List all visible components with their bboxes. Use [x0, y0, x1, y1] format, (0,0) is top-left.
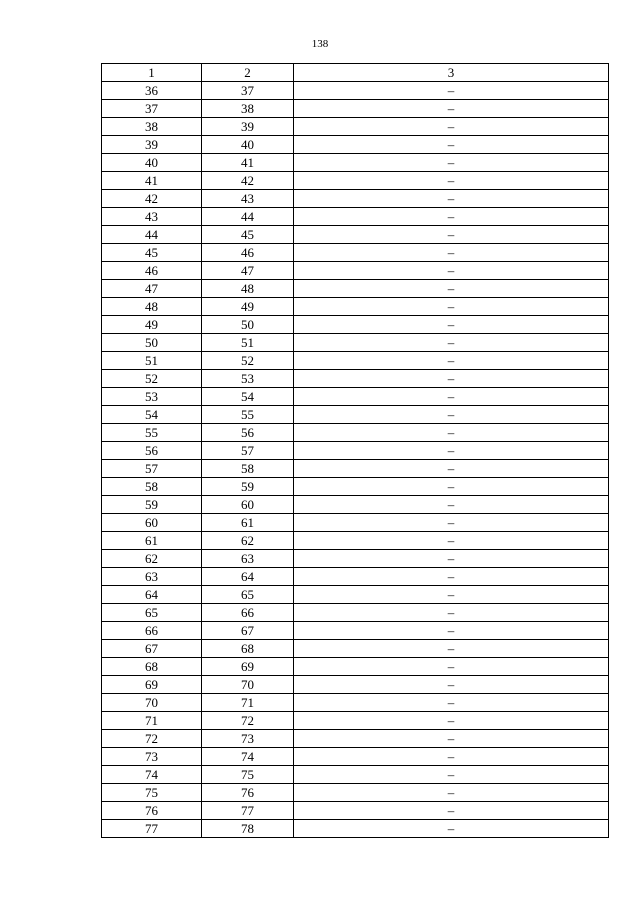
table-row: [102, 442, 609, 460]
table-cell-col-3: –: [294, 730, 609, 748]
table-row: [102, 658, 609, 676]
table-row: [102, 514, 609, 532]
header-row: [102, 64, 609, 82]
table-cell-col-3: –: [294, 712, 609, 730]
table-cell-col-1: 57: [102, 460, 202, 478]
table-cell-col-3: –: [294, 802, 609, 820]
table-row: [102, 532, 609, 550]
table-row: [102, 334, 609, 352]
table-cell-col-1: 37: [102, 100, 202, 118]
table-row: [102, 478, 609, 496]
table-cell-col-2: 54: [202, 388, 294, 406]
table-row: [102, 748, 609, 766]
table-row: [102, 370, 609, 388]
table-cell-col-3: –: [294, 208, 609, 226]
table-cell-col-1: 41: [102, 172, 202, 190]
table-cell-col-3: –: [294, 388, 609, 406]
table-row: [102, 622, 609, 640]
table-cell-col-3: –: [294, 406, 609, 424]
table-cell-col-3: –: [294, 586, 609, 604]
table-cell-col-2: 44: [202, 208, 294, 226]
table-row: [102, 802, 609, 820]
table-cell-col-1: 64: [102, 586, 202, 604]
table-cell-col-1: 48: [102, 298, 202, 316]
table-cell-col-3: –: [294, 640, 609, 658]
table-cell-col-2: 73: [202, 730, 294, 748]
table-cell-col-3: –: [294, 280, 609, 298]
table-cell-col-2: 76: [202, 784, 294, 802]
table-cell-col-1: 55: [102, 424, 202, 442]
column-header-2: 2: [202, 64, 294, 82]
table-cell-col-2: 68: [202, 640, 294, 658]
table-cell-col-2: 46: [202, 244, 294, 262]
table-cell-col-2: 53: [202, 370, 294, 388]
table-cell-col-2: 42: [202, 172, 294, 190]
table-cell-col-1: 51: [102, 352, 202, 370]
table-row: [102, 262, 609, 280]
table-row: [102, 118, 609, 136]
table-row: [102, 586, 609, 604]
table-row: [102, 712, 609, 730]
table-cell-col-1: 73: [102, 748, 202, 766]
table-cell-col-2: 40: [202, 136, 294, 154]
table-cell-col-3: –: [294, 298, 609, 316]
table-row: [102, 136, 609, 154]
table-cell-col-2: 57: [202, 442, 294, 460]
table-cell-col-1: 39: [102, 136, 202, 154]
table-cell-col-1: 38: [102, 118, 202, 136]
table-header: [102, 64, 609, 82]
table-cell-col-1: 43: [102, 208, 202, 226]
table-cell-col-1: 74: [102, 766, 202, 784]
table-cell-col-2: 69: [202, 658, 294, 676]
table-cell-col-2: 60: [202, 496, 294, 514]
table-row: [102, 172, 609, 190]
table-cell-col-1: 65: [102, 604, 202, 622]
table-cell-col-3: –: [294, 748, 609, 766]
table-row: [102, 352, 609, 370]
table-cell-col-1: 44: [102, 226, 202, 244]
table-cell-col-3: –: [294, 604, 609, 622]
table-cell-col-1: 67: [102, 640, 202, 658]
table-cell-col-2: 62: [202, 532, 294, 550]
table-row: [102, 460, 609, 478]
table-cell-col-2: 77: [202, 802, 294, 820]
table-cell-col-3: –: [294, 568, 609, 586]
table-cell-col-2: 74: [202, 748, 294, 766]
table-cell-col-3: –: [294, 496, 609, 514]
table-row: [102, 424, 609, 442]
table-cell-col-2: 59: [202, 478, 294, 496]
table-row: [102, 784, 609, 802]
table-cell-col-2: 49: [202, 298, 294, 316]
table-row: [102, 568, 609, 586]
table-cell-col-3: –: [294, 118, 609, 136]
table-cell-col-2: 55: [202, 406, 294, 424]
table-cell-col-1: 71: [102, 712, 202, 730]
table-cell-col-2: 67: [202, 622, 294, 640]
data-table: [101, 63, 609, 838]
table-cell-col-3: –: [294, 514, 609, 532]
table-cell-col-2: 50: [202, 316, 294, 334]
table-cell-col-2: 70: [202, 676, 294, 694]
table-row: [102, 550, 609, 568]
table-cell-col-3: –: [294, 262, 609, 280]
table-cell-col-3: –: [294, 622, 609, 640]
column-header-3: 3: [294, 64, 609, 82]
table-cell-col-2: 63: [202, 550, 294, 568]
table-cell-col-2: 43: [202, 190, 294, 208]
table-row: [102, 766, 609, 784]
table-row: [102, 190, 609, 208]
table-cell-col-3: –: [294, 244, 609, 262]
table-cell-col-2: 78: [202, 820, 294, 838]
table-cell-col-2: 65: [202, 586, 294, 604]
page-number: 138: [311, 38, 329, 50]
table-cell-col-2: 45: [202, 226, 294, 244]
table-cell-col-2: 38: [202, 100, 294, 118]
table-cell-col-3: –: [294, 550, 609, 568]
table-cell-col-1: 45: [102, 244, 202, 262]
table-body: [102, 82, 609, 838]
table-cell-col-2: 51: [202, 334, 294, 352]
table-cell-col-1: 68: [102, 658, 202, 676]
table-cell-col-3: –: [294, 424, 609, 442]
table-cell-col-1: 49: [102, 316, 202, 334]
table-row: [102, 640, 609, 658]
table-cell-col-3: –: [294, 100, 609, 118]
table-cell-col-3: –: [294, 694, 609, 712]
table-row: [102, 604, 609, 622]
table-cell-col-1: 47: [102, 280, 202, 298]
table-cell-col-2: 64: [202, 568, 294, 586]
table-cell-col-1: 56: [102, 442, 202, 460]
table-cell-col-2: 58: [202, 460, 294, 478]
table-row: [102, 208, 609, 226]
table-row: [102, 244, 609, 262]
table-row: [102, 388, 609, 406]
table-cell-col-1: 75: [102, 784, 202, 802]
table-cell-col-1: 77: [102, 820, 202, 838]
table-cell-col-2: 39: [202, 118, 294, 136]
table-cell-col-2: 71: [202, 694, 294, 712]
table-cell-col-3: –: [294, 136, 609, 154]
table-row: [102, 730, 609, 748]
table-cell-col-1: 76: [102, 802, 202, 820]
table-cell-col-3: –: [294, 226, 609, 244]
table-cell-col-2: 37: [202, 82, 294, 100]
table-row: [102, 316, 609, 334]
table-cell-col-1: 42: [102, 190, 202, 208]
table-row: [102, 226, 609, 244]
table-cell-col-1: 50: [102, 334, 202, 352]
table-cell-col-3: –: [294, 190, 609, 208]
table-cell-col-3: –: [294, 658, 609, 676]
table-cell-col-3: –: [294, 532, 609, 550]
table-cell-col-1: 61: [102, 532, 202, 550]
table-cell-col-3: –: [294, 442, 609, 460]
table-cell-col-2: 72: [202, 712, 294, 730]
table-row: [102, 280, 609, 298]
table-cell-col-3: –: [294, 784, 609, 802]
table-cell-col-1: 46: [102, 262, 202, 280]
table-row: [102, 298, 609, 316]
table-cell-col-1: 63: [102, 568, 202, 586]
table-cell-col-3: –: [294, 172, 609, 190]
table-cell-col-1: 72: [102, 730, 202, 748]
table-cell-col-1: 62: [102, 550, 202, 568]
table-row: [102, 100, 609, 118]
table-cell-col-2: 41: [202, 154, 294, 172]
table-cell-col-3: –: [294, 334, 609, 352]
table-row: [102, 406, 609, 424]
table-cell-col-2: 56: [202, 424, 294, 442]
table-row: [102, 694, 609, 712]
table-cell-col-2: 47: [202, 262, 294, 280]
table-cell-col-1: 70: [102, 694, 202, 712]
table-cell-col-3: –: [294, 460, 609, 478]
table-cell-col-3: –: [294, 352, 609, 370]
table-cell-col-2: 75: [202, 766, 294, 784]
table-cell-col-2: 52: [202, 352, 294, 370]
table-cell-col-3: –: [294, 676, 609, 694]
table-cell-col-3: –: [294, 82, 609, 100]
table-cell-col-3: –: [294, 478, 609, 496]
table-cell-col-2: 66: [202, 604, 294, 622]
table-cell-col-1: 66: [102, 622, 202, 640]
table-cell-col-1: 69: [102, 676, 202, 694]
table-cell-col-3: –: [294, 820, 609, 838]
table-cell-col-3: –: [294, 154, 609, 172]
table-cell-col-3: –: [294, 316, 609, 334]
column-header-1: 1: [102, 64, 202, 82]
table-row: [102, 820, 609, 838]
table-cell-col-2: 48: [202, 280, 294, 298]
table-cell-col-3: –: [294, 370, 609, 388]
table-cell-col-1: 36: [102, 82, 202, 100]
table-cell-col-3: –: [294, 766, 609, 784]
table-cell-col-1: 54: [102, 406, 202, 424]
table-cell-col-1: 59: [102, 496, 202, 514]
table-row: [102, 82, 609, 100]
table-cell-col-1: 53: [102, 388, 202, 406]
table-cell-col-1: 40: [102, 154, 202, 172]
table-cell-col-1: 52: [102, 370, 202, 388]
table-cell-col-2: 61: [202, 514, 294, 532]
table-row: [102, 154, 609, 172]
table-cell-col-1: 58: [102, 478, 202, 496]
table-cell-col-1: 60: [102, 514, 202, 532]
table-row: [102, 676, 609, 694]
table-row: [102, 496, 609, 514]
